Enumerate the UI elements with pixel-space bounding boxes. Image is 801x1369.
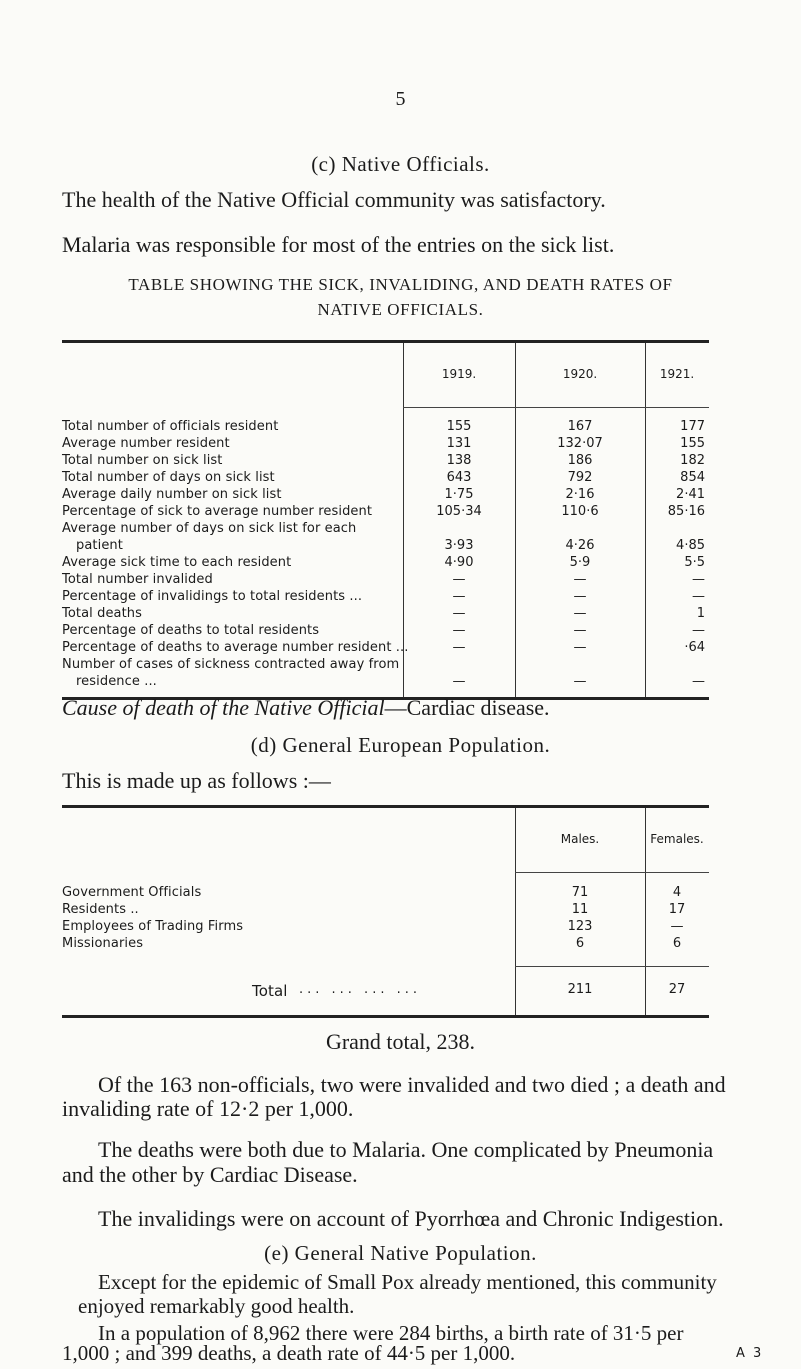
cell-value: — <box>452 606 466 621</box>
cell-value: — <box>573 640 587 655</box>
cell-value: 182 <box>680 453 705 468</box>
cell-value: 11 <box>571 902 589 917</box>
row-label: Percentage of deaths to average number resident ... <box>62 640 409 655</box>
table-row <box>62 657 709 675</box>
table-row <box>62 419 709 437</box>
row-label: Employees of Trading Firms <box>62 919 244 934</box>
table-row <box>62 674 709 692</box>
row-label: Average sick time to each resident <box>62 555 292 570</box>
col-header-males: Males. <box>560 832 600 846</box>
row-label: Number of cases of sickness contracted away from <box>62 657 400 672</box>
cell-value: 71 <box>571 885 589 900</box>
table-total-row: Total ... ... ... ... 211 27 <box>62 982 709 1000</box>
cell-value: 17 <box>668 902 686 917</box>
cell-value: — <box>692 674 705 689</box>
european-population-table <box>62 805 709 1018</box>
signature-mark: A 3 <box>736 1346 764 1361</box>
cell-value: 105·34 <box>436 504 482 519</box>
cell-value: 186 <box>567 453 593 468</box>
cell-value: 5·5 <box>684 555 705 570</box>
table-row <box>62 589 709 607</box>
grand-total: Grand total, 238. <box>325 1029 476 1054</box>
cell-value: 85·16 <box>667 504 705 519</box>
cell-value: 4·85 <box>676 538 705 553</box>
table-row <box>62 436 709 454</box>
cell-value: 132·07 <box>557 436 603 451</box>
cause-of-death-label: Cause of death of the Native Official <box>62 695 385 720</box>
cause-of-death <box>62 695 550 721</box>
cell-value: 167 <box>567 419 593 434</box>
cell-value: 155 <box>446 419 472 434</box>
cell-value: — <box>573 674 587 689</box>
cell-value: — <box>692 623 705 638</box>
cell-value: 854 <box>680 470 705 485</box>
row-label: Total number invalided <box>62 572 213 587</box>
row-label: Average number of days on sick list for each <box>62 521 357 536</box>
cell-value: 3·93 <box>444 538 474 553</box>
section-d-para1-line1: Of the 163 non-officials, two were invalided and two died ; a death and <box>98 1072 726 1097</box>
section-d-intro: This is made up as follows :— <box>62 768 331 793</box>
row-label: Total number of days on sick list <box>62 470 275 485</box>
col-header-1921: 1921. <box>659 367 695 381</box>
cell-value: 4·90 <box>444 555 474 570</box>
cell-value: 2·16 <box>565 487 595 502</box>
cell-value: 138 <box>446 453 472 468</box>
section-e-para1-line1: Except for the epidemic of Small Pox already mentioned, this community <box>98 1270 717 1294</box>
cell-value: — <box>573 589 587 604</box>
row-label: Total number of officials resident <box>62 419 279 434</box>
col-header-females: Females. <box>650 832 704 846</box>
cell-value: — <box>452 623 466 638</box>
cell-value: 2·41 <box>676 487 705 502</box>
col-header-1919: 1919. <box>441 367 477 381</box>
cell-value: 4·26 <box>565 538 595 553</box>
row-label: Average daily number on sick list <box>62 487 282 502</box>
table-row <box>62 504 709 522</box>
cell-value: — <box>692 589 705 604</box>
cell-value: 643 <box>446 470 472 485</box>
table-title-line2: NATIVE OFFICIALS. <box>317 300 484 319</box>
cell-value: 131 <box>446 436 472 451</box>
row-label: Missionaries <box>62 936 144 951</box>
cell-value: — <box>692 572 705 587</box>
table-row <box>62 521 709 539</box>
cell-value: 792 <box>567 470 593 485</box>
table-row <box>62 538 709 556</box>
table-row <box>62 555 709 573</box>
cell-value: — <box>573 623 587 638</box>
cell-value: 177 <box>680 419 705 434</box>
cell-value: — <box>670 919 684 934</box>
row-label: Total number on sick list <box>62 453 223 468</box>
table-row <box>62 902 709 920</box>
cell-value: 155 <box>680 436 705 451</box>
row-label: residence ... <box>76 674 157 689</box>
table-row <box>62 623 709 641</box>
cell-value: ·64 <box>684 640 705 655</box>
row-label: Average number resident <box>62 436 230 451</box>
cell-value: 1 <box>696 606 705 621</box>
cell-value: — <box>452 640 466 655</box>
total-males: 211 <box>567 982 593 997</box>
table-row <box>62 936 709 954</box>
section-e-para1-line2: enjoyed remarkably good health. <box>78 1294 355 1318</box>
table-row <box>62 606 709 624</box>
section-e-para2-line2: 1,000 ; and 399 deaths, a death rate of 44·5 per 1,000. <box>62 1341 516 1365</box>
section-c-heading: (c) Native Officials. <box>311 152 490 176</box>
row-label: Percentage of invalidings to total residents ... <box>62 589 363 604</box>
row-label: Percentage of sick to average number resident <box>62 504 373 519</box>
cell-value: 6 <box>672 936 682 951</box>
cell-value: — <box>452 589 466 604</box>
row-label: patient <box>76 538 123 553</box>
cell-value: 1·75 <box>444 487 474 502</box>
cell-value: 6 <box>575 936 585 951</box>
table-row <box>62 470 709 488</box>
native-officials-table <box>62 340 709 700</box>
cell-value: 4 <box>672 885 682 900</box>
table-row <box>62 572 709 590</box>
row-label: Residents .. <box>62 902 139 917</box>
total-label: Total <box>252 982 288 1000</box>
section-d-para2-line1: The deaths were both due to Malaria. One complicated by Pneumonia <box>98 1137 714 1162</box>
cell-value: 123 <box>567 919 593 934</box>
row-label: Percentage of deaths to total residents <box>62 623 320 638</box>
section-d-para1-line2: invaliding rate of 12·2 per 1,000. <box>62 1096 354 1121</box>
section-c-para2: Malaria was responsible for most of the entries on the sick list. <box>62 232 615 257</box>
cell-value: — <box>573 606 587 621</box>
section-c-para1: The health of the Native Official community was satisfactory. <box>62 187 606 212</box>
section-d-para2-line2: and the other by Cardiac Disease. <box>62 1162 358 1187</box>
cause-of-death-value: —Cardiac disease. <box>384 695 550 720</box>
cell-value: — <box>452 572 466 587</box>
total-females: 27 <box>668 982 686 997</box>
section-e-para2-line1: In a population of 8,962 there were 284 births, a birth rate of 31·5 per <box>98 1321 684 1345</box>
table-row <box>62 919 709 937</box>
section-e-heading: (e) General Native Population. <box>264 1241 537 1265</box>
table-row <box>62 885 709 903</box>
page-number: 5 <box>395 88 406 110</box>
cell-value: — <box>573 572 587 587</box>
section-d-heading: (d) General European Population. <box>250 733 551 757</box>
cell-value: — <box>452 674 466 689</box>
cell-value: 5·9 <box>569 555 591 570</box>
row-label: Total deaths <box>62 606 143 621</box>
table-row <box>62 487 709 505</box>
cell-value: 110·6 <box>561 504 599 519</box>
table-row <box>62 453 709 471</box>
table-row <box>62 640 709 658</box>
section-d-para3: The invalidings were on account of Pyorrhœa and Chronic Indigestion. <box>98 1206 724 1231</box>
col-header-1920: 1920. <box>562 367 598 381</box>
row-label: Government Officials <box>62 885 202 900</box>
table-title-line1: TABLE SHOWING THE SICK, INVALIDING, AND DEATH RATES OF <box>128 275 673 294</box>
